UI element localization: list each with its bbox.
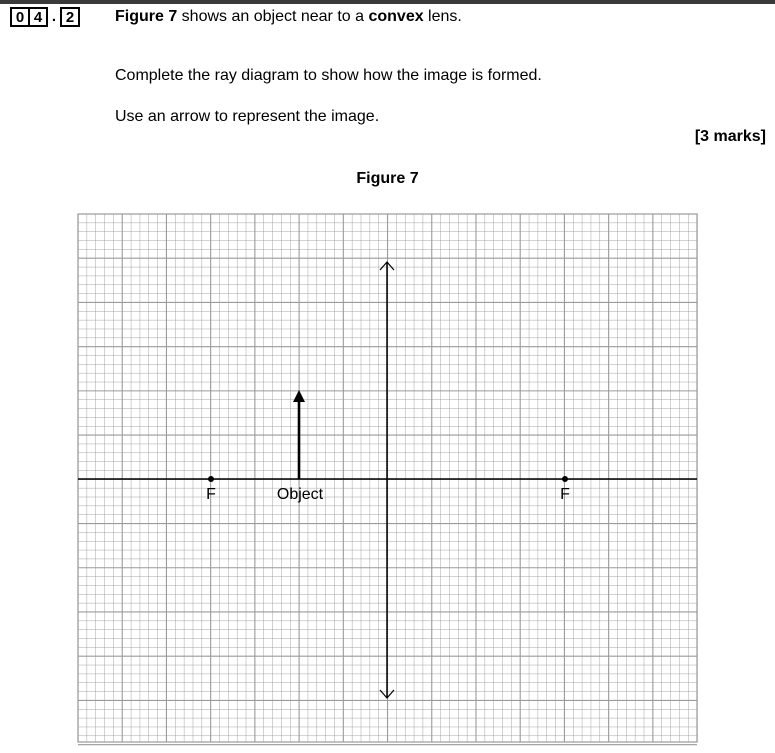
- focal-label-right: F: [560, 486, 570, 503]
- instruction-complete-diagram: Complete the ray diagram to show how the image is formed.: [115, 67, 542, 84]
- question-separator: .: [51, 8, 57, 25]
- question-digit-3: 2: [60, 7, 80, 27]
- object-label: Object: [276, 486, 324, 503]
- figure-title-text: Figure 7: [356, 170, 419, 187]
- object-arrowhead: [293, 390, 305, 402]
- focal-point-left: [208, 476, 214, 482]
- lens-line: [380, 262, 394, 698]
- instruction-use-arrow: Use an arrow to represent the image.: [115, 108, 380, 125]
- intro-convex: convex: [368, 8, 424, 25]
- question-digit-1: 0: [10, 7, 30, 27]
- focal-label-left: F: [206, 486, 216, 503]
- question-digit-2: 4: [28, 7, 48, 27]
- marks-label: [3 marks]: [694, 128, 766, 145]
- focal-point-right: [562, 476, 568, 482]
- intro-end: lens.: [423, 8, 462, 25]
- object-arrow: [293, 390, 305, 479]
- intro-figure-ref: Figure 7: [115, 8, 178, 25]
- intro-text: shows an object near to a: [177, 8, 369, 25]
